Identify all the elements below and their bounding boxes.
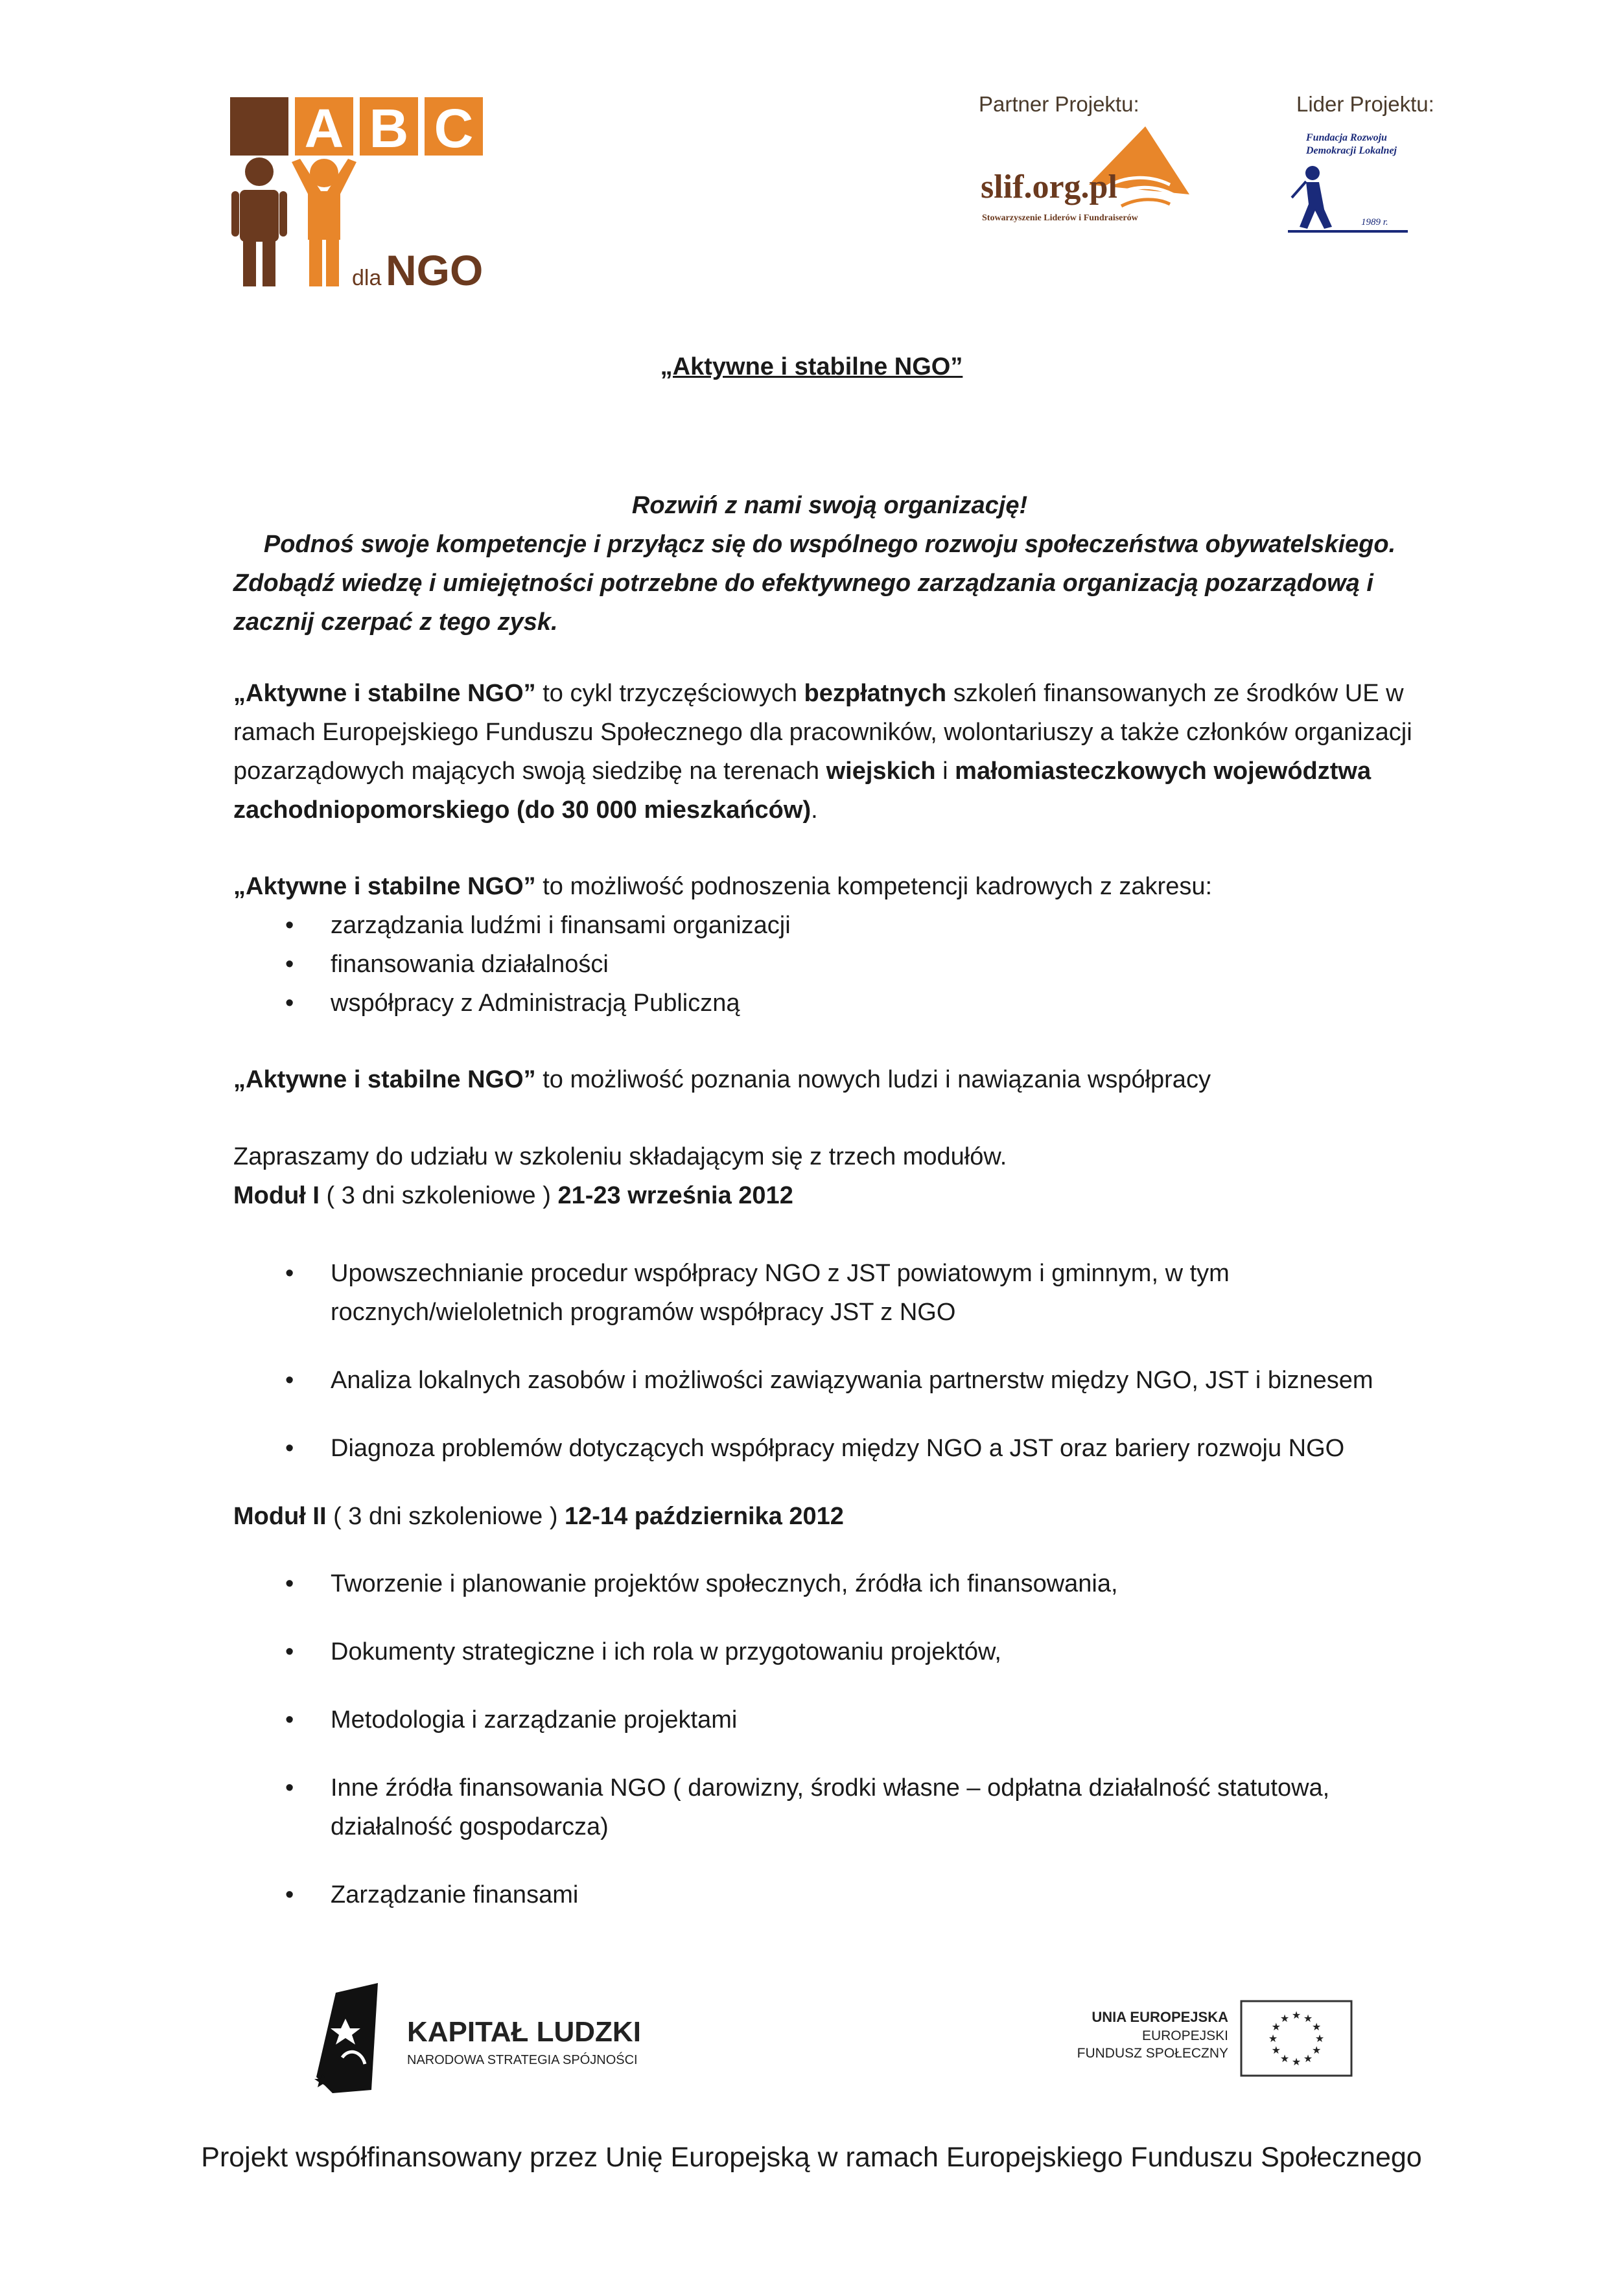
- paragraph-description: [233, 674, 1426, 829]
- text-span: szkoleń finansowanych ze środków UE w ramach Europejskiego Funduszu Społecznego dla pracowników, wolontariuszy a także członków organizacji pozarządowych mających swoją siedzibę na terenach: [233, 680, 1412, 785]
- module-1-heading: [233, 1176, 1426, 1215]
- bullet-icon: •: [285, 1706, 294, 1734]
- module-1-days: ( 3 dni szkoleniowe ): [319, 1182, 558, 1209]
- partner-label: Partner Projektu:: [979, 92, 1139, 116]
- intro-block: [233, 486, 1426, 642]
- bullet-icon: •: [285, 1570, 294, 1597]
- fundacja-logo-line1: Fundacja Rozwoju: [1306, 132, 1387, 143]
- bullet-icon: •: [285, 1881, 294, 1908]
- eu-star-icon: ★: [1314, 2034, 1325, 2045]
- eu-star-icon: ★: [1271, 2022, 1281, 2033]
- eu-star-icon: ★: [1312, 2022, 1322, 2033]
- text-span: i: [935, 758, 955, 785]
- list-item: [233, 906, 1426, 945]
- list-item-text: zarządzania ludźmi i finansami organizacji: [331, 912, 791, 939]
- kl-title: KAPITAŁ LUDZKI: [407, 2016, 641, 2048]
- module-1-list: [233, 1254, 1426, 1468]
- module-2-name: Moduł II: [233, 1503, 327, 1530]
- kapital-ludzki-logo: [310, 1980, 660, 2096]
- competences-list: [233, 906, 1426, 1023]
- ue-line2: EUROPEJSKI: [1141, 2028, 1228, 2043]
- ue-line3: FUNDUSZ SPOŁECZNY: [1077, 2046, 1228, 2061]
- logo-ngo: NGO: [386, 246, 484, 288]
- document-title: „Aktywne i stabilne NGO”: [660, 353, 963, 380]
- list-item: [233, 1361, 1426, 1400]
- bold-rural: wiejskich: [826, 758, 936, 785]
- slif-logo: [975, 123, 1209, 230]
- module-1-date: 21-23 września 2012: [557, 1182, 793, 1209]
- list-item: [233, 1564, 1426, 1603]
- module-2-days: ( 3 dni szkoleniowe ): [326, 1503, 565, 1530]
- list-item-text: finansowania działalności: [331, 951, 609, 978]
- module-1-name: Moduł I: [233, 1182, 320, 1209]
- module-2-date: 12-14 października 2012: [565, 1503, 844, 1530]
- list-item-text: Metodologia i zarządzanie projektami: [331, 1706, 738, 1734]
- list-item: [233, 1875, 1426, 1914]
- list-item-text: Analiza lokalnych zasobów i możliwości zawiązywania partnerstw między NGO, JST i biznesem: [331, 1367, 1373, 1394]
- slif-logo-subtext: Stowarzyszenie Liderów i Fundraiserów: [982, 213, 1138, 223]
- intro-line-2: Podnoś swoje kompetencje i przyłącz się do wspólnego rozwoju społeczeństwa obywatelskiego.: [263, 531, 1396, 558]
- text-span: to możliwość poznania nowych ludzi i nawiązania współpracy: [535, 1066, 1211, 1093]
- text-span: to możliwość podnoszenia kompetencji kadrowych z zakresu:: [535, 873, 1213, 900]
- bullet-icon: •: [285, 951, 294, 978]
- bullet-icon: •: [285, 1435, 294, 1462]
- text-span: .: [811, 796, 818, 824]
- list-item-text: Inne źródła finansowania NGO ( darowizny, środki własne – odpłatna działalność statutowa, działalność gospodarcza): [331, 1774, 1330, 1840]
- footer-text: Projekt współfinansowany przez Unię Europejską w ramach Europejskiego Funduszu Społecznego: [201, 2142, 1422, 2173]
- module-2-list: [233, 1564, 1426, 1914]
- fundacja-logo-year: 1989 r.: [1361, 217, 1388, 227]
- logo-letter-b: B: [369, 98, 409, 159]
- paragraph-competences: [233, 867, 1426, 906]
- program-name: „Aktywne i stabilne NGO”: [233, 680, 536, 707]
- fundacja-logo-line2: Demokracji Lokalnej: [1306, 145, 1397, 156]
- intro-line-1: Rozwiń z nami swoją organizację!: [631, 492, 1028, 519]
- list-item: [233, 1768, 1426, 1846]
- list-item: [233, 1700, 1426, 1739]
- intro-line-3: Zdobądź wiedzę i umiejętności potrzebne do efektywnego zarządzania organizacją pozarządową i zacznij czerpać z tego zysk.: [233, 570, 1373, 636]
- text-span: to cykl trzyczęściowych: [535, 680, 804, 707]
- bullet-icon: •: [285, 1260, 294, 1287]
- logo-letter-c: C: [434, 98, 474, 159]
- module-2-heading: [233, 1497, 1426, 1536]
- list-item-text: Zarządzanie finansami: [331, 1881, 579, 1908]
- program-name: „Aktywne i stabilne NGO”: [233, 873, 536, 900]
- bullet-icon: •: [285, 1638, 294, 1665]
- paragraph-networking: [233, 1060, 1426, 1099]
- kl-subtitle: NARODOWA STRATEGIA SPÓJNOŚCI: [407, 2053, 638, 2067]
- eu-star-icon: ★: [1271, 2045, 1281, 2056]
- eu-star-icon: ★: [1279, 2013, 1290, 2024]
- list-item: [233, 945, 1426, 984]
- bullet-icon: •: [285, 912, 294, 939]
- logo-letter-a: A: [304, 98, 344, 159]
- list-item: [233, 1429, 1426, 1468]
- slif-logo-text: slif.org.pl: [981, 168, 1117, 205]
- eu-star-icon: ★: [1268, 2034, 1278, 2045]
- bullet-icon: •: [285, 990, 294, 1017]
- invite-text: Zapraszamy do udziału w szkoleniu składającym się z trzech modułów.: [233, 1143, 1007, 1170]
- eu-logo: [1063, 1999, 1355, 2080]
- lider-label: Lider Projektu:: [1296, 92, 1434, 116]
- program-name: „Aktywne i stabilne NGO”: [233, 1066, 536, 1093]
- list-item-text: Tworzenie i planowanie projektów społecznych, źródła ich finansowania,: [331, 1570, 1118, 1597]
- list-item-text: Diagnoza problemów dotyczących współpracy między NGO a JST oraz bariery rozwoju NGO: [331, 1435, 1345, 1462]
- bold-small-towns: małomiasteczkowych województwa zachodniopomorskiego (do 30 000 mieszkańców): [233, 758, 1372, 824]
- fundacja-logo: [1287, 126, 1429, 240]
- eu-star-icon: ★: [1303, 2054, 1313, 2065]
- list-item-text: Upowszechnianie procedur współpracy NGO z JST powiatowym i gminnym, w tym rocznych/wieloletnich programów współpracy JST z NGO: [331, 1260, 1230, 1326]
- ue-line1: UNIA EUROPEJSKA: [1092, 2009, 1228, 2025]
- list-item: [233, 1254, 1426, 1332]
- eu-star-icon: ★: [1279, 2054, 1290, 2065]
- abc-dla-ngo-logo: [230, 94, 489, 288]
- bold-free: bezpłatnych: [804, 680, 947, 707]
- eu-star-icon: ★: [1291, 2057, 1302, 2068]
- list-item-text: współpracy z Administracją Publiczną: [331, 990, 740, 1017]
- eu-star-icon: ★: [1291, 2010, 1302, 2021]
- list-item-text: Dokumenty strategiczne i ich rola w przygotowaniu projektów,: [331, 1638, 1001, 1665]
- logo-dla: dla: [352, 266, 382, 288]
- list-item: [233, 1632, 1426, 1671]
- bullet-icon: •: [285, 1367, 294, 1394]
- list-item: [233, 984, 1426, 1023]
- eu-star-icon: ★: [1303, 2013, 1313, 2024]
- bullet-icon: •: [285, 1774, 294, 1802]
- eu-star-icon: ★: [1312, 2045, 1322, 2056]
